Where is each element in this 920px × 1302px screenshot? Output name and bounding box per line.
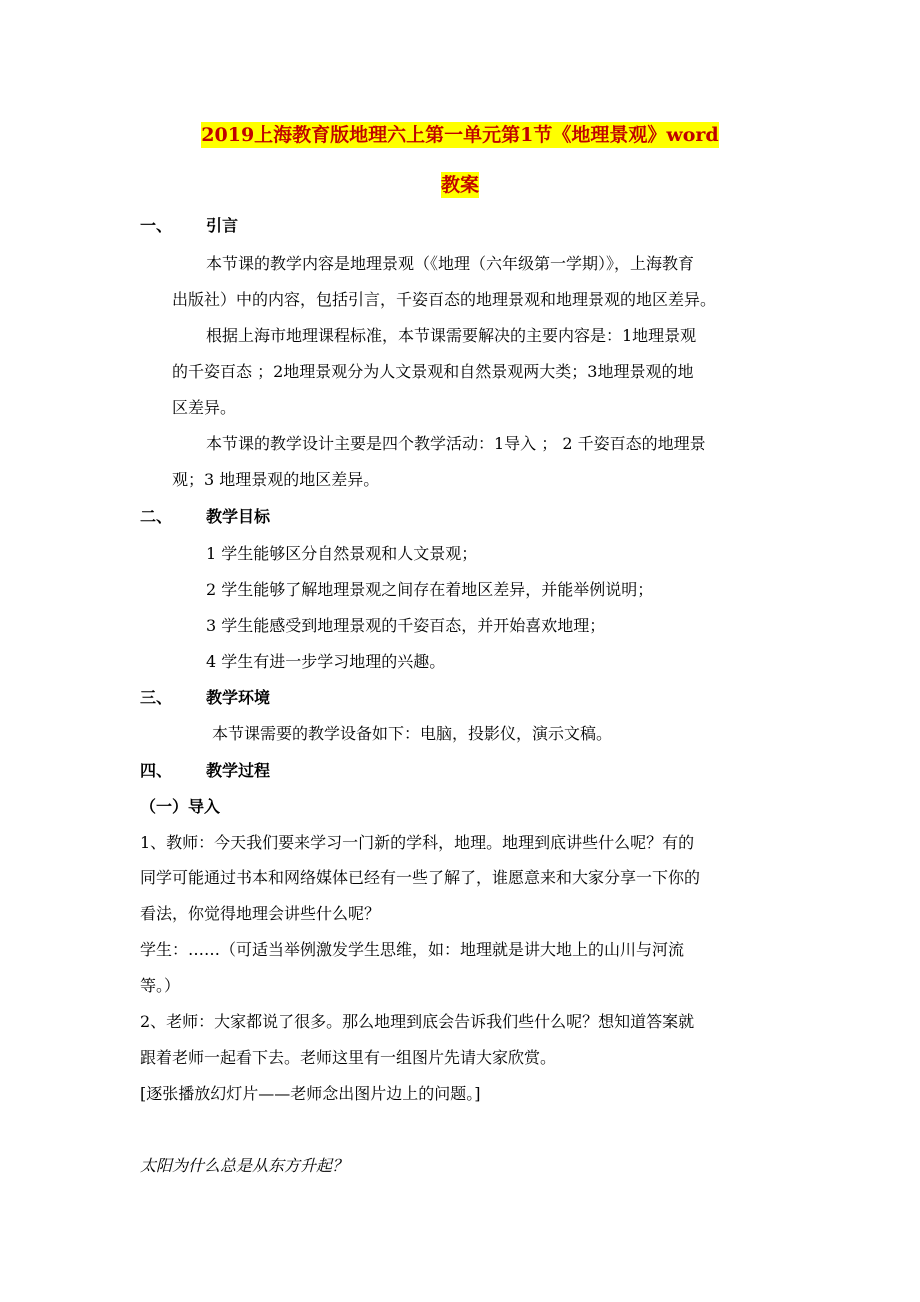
teacher-line-2-1: 2、老师：大家都说了很多。那么地理到底会告诉我们些什么呢？想知道答案就 [140, 1012, 695, 1031]
objective-item: 3 学生能感受到地理景观的千姿百态，并开始喜欢地理； [206, 616, 606, 635]
section-1-paragraph-3-line-1: 本节课的教学设计主要是四个教学活动：1导入 ； 2 千姿百态的地理景 [206, 434, 706, 453]
document-title-line-2: 教案 [440, 174, 479, 196]
teacher-line-1-3: 看法，你觉得地理会讲些什么呢？ [140, 904, 381, 923]
section-1-paragraph-2-line-2: 的千姿百态 ；2地理景观分为人文景观和自然景观两大类；3地理景观的地 [172, 362, 694, 381]
section-1-paragraph-3-line-2: 观；3 地理景观的地区差异。 [172, 470, 380, 489]
student-line-2: 等。） [140, 976, 181, 995]
teacher-line-1-2: 同学可能通过书本和网络媒体已经有一些了解了，谁愿意来和大家分享一下你的 [140, 868, 701, 887]
objective-item: 1 学生能够区分自然景观和人文景观； [206, 544, 478, 563]
section-1-paragraph-1-line-1: 本节课的教学内容是地理景观（《地理（六年级第一学期）》，上海教育 [206, 254, 695, 273]
section-4-heading: 四、 教学过程 [140, 761, 271, 780]
section-2-heading: 二、 教学目标 [140, 507, 271, 526]
document-title-line-1: 2019上海教育版地理六上第一单元第1节《地理景观》word [201, 124, 719, 146]
section-1-paragraph-1-line-2: 出版社）中的内容，包括引言，千姿百态的地理景观和地理景观的地区差异。 [172, 290, 717, 309]
section-1-heading: 一、 引言 [140, 216, 239, 235]
slide-question: 太阳为什么总是从东方升起？ [140, 1156, 349, 1175]
section-1-paragraph-2-line-1: 根据上海市地理课程标准，本节课需要解决的主要内容是：1地理景观 [206, 326, 697, 345]
slide-instruction-note: [逐张播放幻灯片——老师念出图片边上的问题。] [140, 1084, 481, 1103]
section-1-paragraph-2-line-3: 区差异。 [172, 398, 237, 417]
section-3-heading: 三、 教学环境 [140, 688, 271, 707]
student-line-1: 学生：……（可适当举例激发学生思维，如：地理就是讲大地上的山川与河流 [140, 940, 685, 959]
teacher-line-1-1: 1、教师：今天我们要来学习一门新的学科，地理。地理到底讲些什么呢？有的 [140, 833, 695, 852]
subsection-intro-heading: （一）导入 [140, 797, 221, 816]
objective-item: 4 学生有进一步学习地理的兴趣。 [206, 652, 446, 671]
teacher-line-2-2: 跟着老师一起看下去。老师这里有一组图片先请大家欣赏。 [140, 1048, 557, 1067]
objective-item: 2 学生能够了解地理景观之间存在着地区差异，并能举例说明； [206, 580, 654, 599]
section-3-paragraph: 本节课需要的教学设备如下：电脑，投影仪，演示文稿。 [212, 724, 613, 743]
